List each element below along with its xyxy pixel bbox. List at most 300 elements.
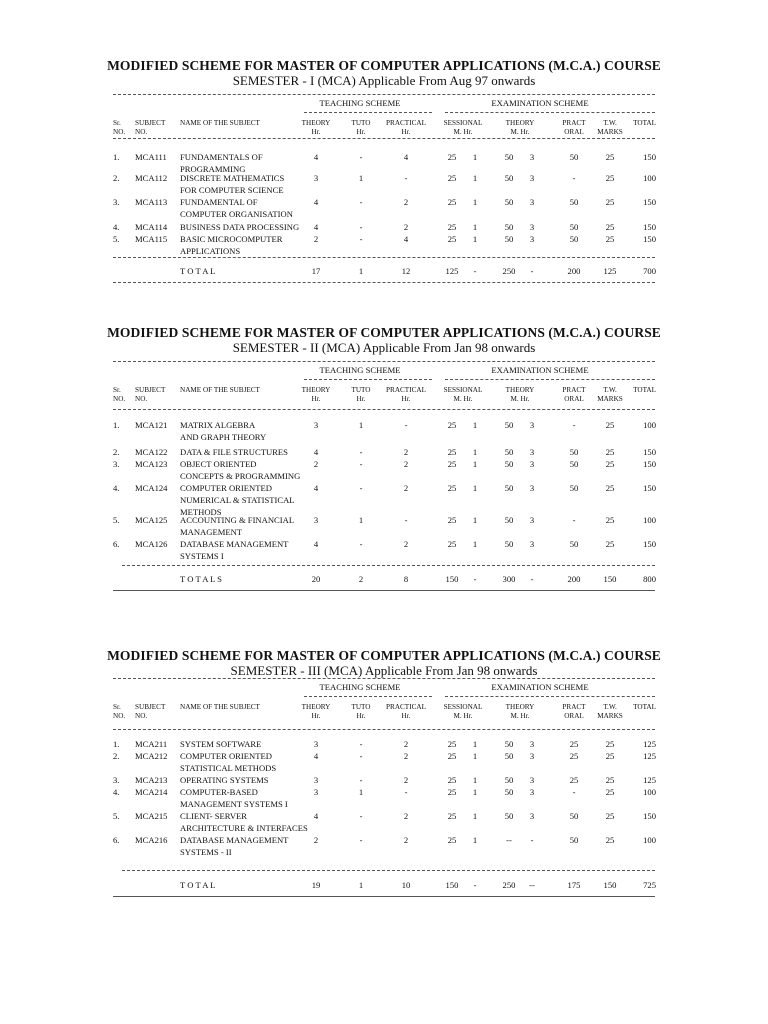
col-header-practical-sub: Hr.: [401, 128, 411, 136]
row-subject-name: BASIC MICROCOMPUTER: [180, 234, 283, 244]
row-subject-name: PROGRAMMING: [180, 164, 246, 174]
row-tw-marks: 25: [605, 234, 615, 244]
row-pract-oral: 50: [569, 811, 579, 821]
col-header-subject: SUBJECT: [135, 703, 166, 711]
row-theory-hours: 3: [313, 787, 319, 797]
col-header-ex_theory: THEORY: [505, 703, 535, 711]
row-theory-hours: 3: [313, 739, 319, 749]
col-header-sr: Sr.: [113, 119, 121, 127]
row-serial: 4.: [113, 787, 120, 797]
row-tuto-hours: 1: [358, 515, 364, 525]
row-serial: 1.: [113, 420, 120, 430]
totals-sessional-hours: -: [473, 574, 477, 584]
row-theory-marks: 50: [504, 222, 514, 232]
row-sessional-marks: 25: [447, 459, 457, 469]
col-header-sr: Sr.: [113, 703, 121, 711]
row-theory-exam-hours: 3: [529, 751, 535, 761]
col-header-subject-sub: NO.: [135, 128, 148, 136]
totals-sessional-hours: -: [473, 880, 477, 890]
col-header-tuto-sub: Hr.: [356, 395, 366, 403]
row-theory-exam-hours: 3: [529, 234, 535, 244]
col-header-pract-sub: ORAL: [564, 128, 584, 136]
row-pract-oral: 50: [569, 197, 579, 207]
row-pract-oral: -: [572, 173, 576, 183]
col-header-ex_theory-sub: M. Hr.: [510, 712, 530, 720]
col-header-name: NAME OF THE SUBJECT: [180, 386, 260, 394]
row-sessional-marks: 25: [447, 420, 457, 430]
row-subject-name: MANAGEMENT: [180, 527, 243, 537]
col-header-ex_theory: THEORY: [505, 119, 535, 127]
totals-pract-oral: 200: [567, 266, 581, 276]
teaching-scheme-underline: [304, 379, 432, 380]
totals-sessional-marks: 150: [445, 574, 459, 584]
row-subject-name: MATRIX ALGEBRA: [180, 420, 256, 430]
row-theory-hours: 3: [313, 420, 319, 430]
row-practical-hours: -: [404, 787, 408, 797]
col-header-theory-sub: Hr.: [311, 395, 321, 403]
row-total: 125: [643, 775, 656, 785]
examination-scheme-underline: [445, 112, 655, 113]
row-theory-exam-hours: 3: [529, 775, 535, 785]
row-sessional-marks: 25: [447, 447, 457, 457]
row-tuto-hours: 1: [358, 173, 364, 183]
row-subject-code: MCA121: [135, 420, 168, 430]
row-subject-name: MANAGEMENT SYSTEMS I: [180, 799, 288, 809]
row-tw-marks: 25: [605, 222, 615, 232]
col-header-tw-sub: MARKS: [597, 712, 623, 720]
row-serial: 6.: [113, 539, 120, 549]
row-subject-code: MCA111: [135, 152, 167, 162]
row-practical-hours: 2: [403, 447, 409, 457]
row-sessional-marks: 25: [447, 835, 457, 845]
row-tuto-hours: -: [359, 811, 363, 821]
row-subject-code: MCA216: [135, 835, 168, 845]
row-theory-hours: 4: [313, 483, 319, 493]
row-tuto-hours: -: [359, 234, 363, 244]
row-theory-marks: 50: [504, 197, 514, 207]
row-total: 100: [643, 787, 656, 797]
row-theory-marks: 50: [504, 739, 514, 749]
row-subject-code: MCA122: [135, 447, 168, 457]
row-practical-hours: 2: [403, 775, 409, 785]
row-theory-marks: 50: [504, 234, 514, 244]
totals-theory-hours: 17: [311, 266, 321, 276]
row-subject-name: COMPUTER ORGANISATION: [180, 209, 293, 219]
col-header-sessional: SESSIONAL: [443, 119, 483, 127]
col-header-practical: PRACTICAL: [386, 386, 426, 394]
row-theory-exam-hours: -: [530, 835, 534, 845]
row-tw-marks: 25: [605, 197, 615, 207]
col-header-tw-sub: MARKS: [597, 128, 623, 136]
row-sessional-hours: 1: [472, 459, 478, 469]
section-top-rule: [113, 678, 655, 679]
row-serial: 3.: [113, 459, 120, 469]
row-practical-hours: 2: [403, 811, 409, 821]
row-tuto-hours: -: [359, 483, 363, 493]
row-sessional-hours: 1: [472, 152, 478, 162]
row-total: 150: [643, 197, 656, 207]
row-subject-name: CONCEPTS & PROGRAMMING: [180, 471, 301, 481]
row-theory-marks: 50: [504, 173, 514, 183]
row-sessional-marks: 25: [447, 152, 457, 162]
row-subject-name: CLIENT- SERVER: [180, 811, 248, 821]
row-serial: 1.: [113, 739, 120, 749]
row-tuto-hours: 1: [358, 420, 364, 430]
totals-theory-marks: 250: [502, 880, 516, 890]
totals-grand-total: 800: [643, 574, 656, 584]
totals-practical-hours: 10: [401, 880, 411, 890]
row-serial: 4.: [113, 222, 120, 232]
row-theory-marks: 50: [504, 787, 514, 797]
row-theory-hours: 4: [313, 222, 319, 232]
row-pract-oral: 50: [569, 539, 579, 549]
col-header-name: NAME OF THE SUBJECT: [180, 703, 260, 711]
totals-tuto-hours: 2: [358, 574, 364, 584]
teaching-scheme-header: TEACHING SCHEME: [319, 365, 401, 375]
row-subject-name: ACCOUNTING & FINANCIAL: [180, 515, 295, 525]
col-header-ex_theory: THEORY: [505, 386, 535, 394]
totals-grand-total: 725: [643, 880, 656, 890]
row-subject-code: MCA212: [135, 751, 168, 761]
row-theory-hours: 3: [313, 775, 319, 785]
row-subject-name: NUMERICAL & STATISTICAL: [180, 495, 295, 505]
row-subject-name: FUNDAMENTAL OF: [180, 197, 258, 207]
row-subject-name: AND GRAPH THEORY: [180, 432, 267, 442]
row-theory-hours: 4: [313, 811, 319, 821]
section-subtitle: SEMESTER - I (MCA) Applicable From Aug 97 onwards: [232, 73, 536, 88]
row-subject-name: COMPUTER ORIENTED: [180, 751, 272, 761]
row-practical-hours: 2: [403, 835, 409, 845]
section-top-rule: [113, 361, 655, 362]
col-header-sessional-sub: M. Hr.: [453, 128, 473, 136]
row-theory-marks: 50: [504, 152, 514, 162]
row-theory-hours: 3: [313, 515, 319, 525]
row-pract-oral: 25: [569, 751, 579, 761]
row-practical-hours: 2: [403, 197, 409, 207]
section-title: MODIFIED SCHEME FOR MASTER OF COMPUTER APPLICATIONS (M.C.A.) COURSE: [107, 58, 661, 73]
row-tuto-hours: -: [359, 459, 363, 469]
row-pract-oral: -: [572, 515, 576, 525]
section-title: MODIFIED SCHEME FOR MASTER OF COMPUTER APPLICATIONS (M.C.A.) COURSE: [107, 648, 661, 663]
row-theory-marks: 50: [504, 539, 514, 549]
col-header-pract: PRACT: [562, 703, 586, 711]
row-theory-exam-hours: 3: [529, 515, 535, 525]
col-header-tuto-sub: Hr.: [356, 128, 366, 136]
row-sessional-marks: 25: [447, 787, 457, 797]
row-total: 100: [643, 835, 656, 845]
col-header-subject-sub: NO.: [135, 395, 148, 403]
row-total: 150: [643, 483, 656, 493]
row-subject-name: APPLICATIONS: [180, 246, 241, 256]
col-header-sessional-sub: M. Hr.: [453, 395, 473, 403]
row-sessional-hours: 1: [472, 234, 478, 244]
row-total: 125: [643, 751, 656, 761]
row-tuto-hours: -: [359, 197, 363, 207]
row-theory-exam-hours: 3: [529, 739, 535, 749]
row-tw-marks: 25: [605, 420, 615, 430]
row-subject-code: MCA215: [135, 811, 168, 821]
row-sessional-marks: 25: [447, 234, 457, 244]
row-serial: 2.: [113, 173, 120, 183]
section-subtitle: SEMESTER - III (MCA) Applicable From Jan 98 onwards: [230, 663, 538, 678]
totals-theory-marks: 300: [502, 574, 516, 584]
totals-tuto-hours: 1: [358, 880, 364, 890]
teaching-scheme-underline: [304, 112, 432, 113]
row-subject-name: ARCHITECTURE & INTERFACES: [180, 823, 308, 833]
row-total: 100: [643, 173, 656, 183]
row-theory-exam-hours: 3: [529, 420, 535, 430]
row-pract-oral: 50: [569, 459, 579, 469]
row-subject-name: OBJECT ORIENTED: [180, 459, 257, 469]
row-tw-marks: 25: [605, 515, 615, 525]
header-bottom-rule: [113, 138, 655, 139]
row-serial: 5.: [113, 811, 120, 821]
row-pract-oral: 50: [569, 447, 579, 457]
row-sessional-marks: 25: [447, 739, 457, 749]
col-header-pract: PRACT: [562, 386, 586, 394]
row-theory-exam-hours: 3: [529, 173, 535, 183]
row-tuto-hours: -: [359, 539, 363, 549]
section-top-rule: [113, 94, 655, 95]
row-tw-marks: 25: [605, 835, 615, 845]
row-sessional-marks: 25: [447, 173, 457, 183]
row-pract-oral: 25: [569, 739, 579, 749]
table-end-rule: [122, 870, 655, 871]
row-subject-name: DISCRETE MATHEMATICS: [180, 173, 285, 183]
row-total: 100: [643, 420, 656, 430]
row-subject-code: MCA113: [135, 197, 168, 207]
row-total: 150: [643, 811, 656, 821]
col-header-practical-sub: Hr.: [401, 712, 411, 720]
row-tuto-hours: 1: [358, 787, 364, 797]
row-subject-name: DATA & FILE STRUCTURES: [180, 447, 288, 457]
row-theory-hours: 4: [313, 197, 319, 207]
row-theory-hours: 2: [313, 234, 319, 244]
row-serial: 2.: [113, 447, 120, 457]
row-theory-hours: 4: [313, 539, 319, 549]
row-subject-code: MCA125: [135, 515, 168, 525]
row-sessional-hours: 1: [472, 775, 478, 785]
row-sessional-hours: 1: [472, 515, 478, 525]
col-header-sessional: SESSIONAL: [443, 386, 483, 394]
row-total: 150: [643, 234, 656, 244]
row-theory-exam-hours: 3: [529, 197, 535, 207]
row-theory-exam-hours: 3: [529, 787, 535, 797]
col-header-name: NAME OF THE SUBJECT: [180, 119, 260, 127]
row-serial: 5.: [113, 234, 120, 244]
col-header-total: TOTAL: [633, 703, 656, 711]
row-sessional-marks: 25: [447, 775, 457, 785]
row-tw-marks: 25: [605, 811, 615, 821]
row-sessional-hours: 1: [472, 420, 478, 430]
row-tuto-hours: -: [359, 739, 363, 749]
totals-theory-hours: 20: [311, 574, 321, 584]
col-header-total: TOTAL: [633, 386, 656, 394]
header-bottom-rule: [113, 409, 655, 410]
totals-tw-marks: 125: [603, 266, 617, 276]
row-sessional-marks: 25: [447, 515, 457, 525]
col-header-total: TOTAL: [633, 119, 656, 127]
col-header-theory: THEORY: [301, 703, 331, 711]
col-header-sr-sub: NO.: [113, 712, 126, 720]
row-serial: 6.: [113, 835, 120, 845]
col-header-practical-sub: Hr.: [401, 395, 411, 403]
col-header-theory: THEORY: [301, 386, 331, 394]
col-header-ex_theory-sub: M. Hr.: [510, 128, 530, 136]
row-total: 150: [643, 152, 656, 162]
row-pract-oral: -: [572, 787, 576, 797]
col-header-sr-sub: NO.: [113, 128, 126, 136]
row-subject-name: SYSTEMS I: [180, 551, 224, 561]
row-practical-hours: 2: [403, 483, 409, 493]
col-header-tw: T.W.: [603, 386, 617, 394]
totals-theory-exam-hours: -: [530, 574, 534, 584]
row-tuto-hours: -: [359, 775, 363, 785]
row-sessional-hours: 1: [472, 447, 478, 457]
row-practical-hours: 2: [403, 739, 409, 749]
col-header-tuto: TUTO: [351, 703, 371, 711]
row-tw-marks: 25: [605, 173, 615, 183]
totals-theory-hours: 19: [311, 880, 321, 890]
row-tw-marks: 25: [605, 787, 615, 797]
section-bottom-rule: [113, 282, 655, 283]
col-header-theory-sub: Hr.: [311, 712, 321, 720]
row-subject-name: SYSTEM SOFTWARE: [180, 739, 262, 749]
row-pract-oral: -: [572, 420, 576, 430]
row-practical-hours: -: [404, 173, 408, 183]
row-theory-marks: 50: [504, 420, 514, 430]
row-tuto-hours: -: [359, 751, 363, 761]
row-theory-hours: 2: [313, 835, 319, 845]
totals-label: T O T A L: [180, 880, 216, 890]
row-theory-exam-hours: 3: [529, 222, 535, 232]
row-pract-oral: 50: [569, 483, 579, 493]
totals-sessional-marks: 125: [445, 266, 459, 276]
totals-sessional-marks: 150: [445, 880, 459, 890]
row-subject-name: DATABASE MANAGEMENT: [180, 835, 289, 845]
row-sessional-marks: 25: [447, 483, 457, 493]
totals-practical-hours: 8: [403, 574, 409, 584]
row-theory-marks: 50: [504, 775, 514, 785]
row-theory-exam-hours: 3: [529, 811, 535, 821]
col-header-sessional: SESSIONAL: [443, 703, 483, 711]
row-sessional-hours: 1: [472, 751, 478, 761]
col-header-practical: PRACTICAL: [386, 703, 426, 711]
row-tw-marks: 25: [605, 459, 615, 469]
totals-label: T O T A L: [180, 266, 216, 276]
col-header-theory-sub: Hr.: [311, 128, 321, 136]
row-theory-hours: 4: [313, 152, 319, 162]
row-tuto-hours: -: [359, 222, 363, 232]
row-theory-exam-hours: 3: [529, 539, 535, 549]
col-header-ex_theory-sub: M. Hr.: [510, 395, 530, 403]
row-subject-code: MCA124: [135, 483, 168, 493]
row-practical-hours: 4: [403, 234, 409, 244]
row-practical-hours: 2: [403, 459, 409, 469]
row-subject-name: METHODS: [180, 507, 222, 517]
row-subject-code: MCA112: [135, 173, 168, 183]
col-header-pract-sub: ORAL: [564, 712, 584, 720]
row-theory-marks: 50: [504, 751, 514, 761]
row-sessional-marks: 25: [447, 751, 457, 761]
row-sessional-hours: 1: [472, 483, 478, 493]
section-subtitle: SEMESTER - II (MCA) Applicable From Jan 98 onwards: [232, 340, 536, 355]
row-subject-name: SYSTEMS - II: [180, 847, 232, 857]
row-theory-exam-hours: 3: [529, 152, 535, 162]
col-header-tw: T.W.: [603, 119, 617, 127]
row-theory-marks: 50: [504, 515, 514, 525]
row-serial: 4.: [113, 483, 120, 493]
row-tw-marks: 25: [605, 751, 615, 761]
row-subject-name: FOR COMPUTER SCIENCE: [180, 185, 284, 195]
row-sessional-hours: 1: [472, 739, 478, 749]
row-total: 150: [643, 447, 656, 457]
row-theory-marks: 50: [504, 483, 514, 493]
col-header-pract-sub: ORAL: [564, 395, 584, 403]
row-tw-marks: 25: [605, 483, 615, 493]
row-total: 125: [643, 739, 656, 749]
teaching-scheme-underline: [304, 696, 432, 697]
row-subject-code: MCA114: [135, 222, 168, 232]
section-bottom-rule: [113, 896, 655, 897]
row-sessional-hours: 1: [472, 173, 478, 183]
row-theory-marks: --: [506, 835, 512, 845]
row-serial: 3.: [113, 197, 120, 207]
header-bottom-rule: [113, 729, 655, 730]
totals-tuto-hours: 1: [358, 266, 364, 276]
totals-theory-exam-hours: --: [529, 880, 535, 890]
row-total: 150: [643, 459, 656, 469]
row-sessional-hours: 1: [472, 811, 478, 821]
examination-scheme-underline: [445, 379, 655, 380]
row-sessional-hours: 1: [472, 197, 478, 207]
row-subject-name: FUNDAMENTALS OF: [180, 152, 263, 162]
row-tw-marks: 25: [605, 447, 615, 457]
table-end-rule: [122, 565, 655, 566]
row-sessional-marks: 25: [447, 539, 457, 549]
row-tw-marks: 25: [605, 775, 615, 785]
col-header-tw: T.W.: [603, 703, 617, 711]
totals-tw-marks: 150: [603, 880, 617, 890]
col-header-tw-sub: MARKS: [597, 395, 623, 403]
row-theory-hours: 3: [313, 173, 319, 183]
col-header-practical: PRACTICAL: [386, 119, 426, 127]
totals-theory-exam-hours: -: [530, 266, 534, 276]
row-theory-marks: 50: [504, 811, 514, 821]
row-subject-code: MCA126: [135, 539, 168, 549]
section-title: MODIFIED SCHEME FOR MASTER OF COMPUTER APPLICATIONS (M.C.A.) COURSE: [107, 325, 661, 340]
row-theory-marks: 50: [504, 459, 514, 469]
col-header-theory: THEORY: [301, 119, 331, 127]
row-tw-marks: 25: [605, 152, 615, 162]
examination-scheme-header: EXAMINATION SCHEME: [491, 682, 589, 692]
row-tuto-hours: -: [359, 447, 363, 457]
totals-practical-hours: 12: [401, 266, 411, 276]
row-tw-marks: 25: [605, 739, 615, 749]
row-theory-hours: 4: [313, 447, 319, 457]
examination-scheme-underline: [445, 696, 655, 697]
row-serial: 3.: [113, 775, 120, 785]
col-header-tuto: TUTO: [351, 386, 371, 394]
row-sessional-marks: 25: [447, 197, 457, 207]
row-total: 150: [643, 539, 656, 549]
section-bottom-rule: [113, 590, 655, 591]
col-header-subject-sub: NO.: [135, 712, 148, 720]
row-pract-oral: 50: [569, 835, 579, 845]
col-header-subject: SUBJECT: [135, 119, 166, 127]
row-practical-hours: 4: [403, 152, 409, 162]
row-total: 150: [643, 222, 656, 232]
